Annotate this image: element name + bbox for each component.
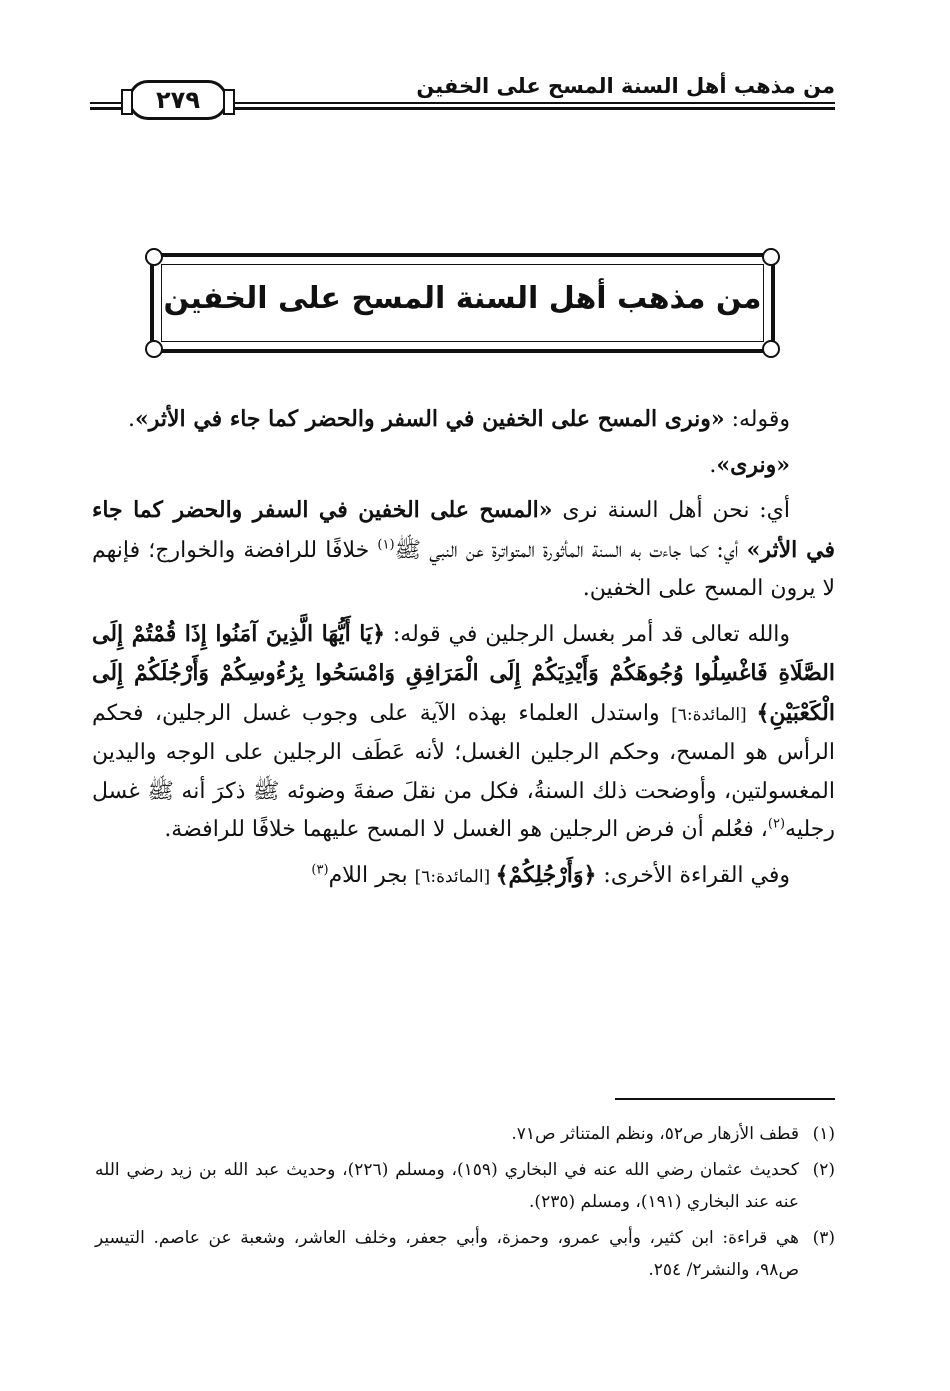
quran-verse: ﴿وَأَرْجُلِكُمْ﴾ [495, 861, 597, 888]
text-run: بجر اللام [328, 862, 415, 888]
paragraph [92, 491, 835, 609]
chapter-title-frame [150, 253, 775, 353]
frame-corner-ornament [762, 340, 780, 358]
text-run: والله تعالى قد أمر بغسل الرجلين في قوله: [385, 621, 791, 647]
matn-quote: «ونرى» [716, 451, 790, 478]
footnote [95, 1118, 835, 1150]
text-run: وقوله: [724, 407, 790, 432]
paragraph [92, 400, 835, 440]
paragraph [92, 615, 835, 850]
frame-corner-ornament [145, 340, 163, 358]
footnote-separator [615, 1098, 835, 1100]
chapter-title: من مذهب أهل السنة المسح على الخفين [163, 281, 762, 316]
text-run: . [709, 452, 717, 478]
text-run: خلافًا للرافضة والخوارج؛ فإنهم لا يرون المسح على الخفين. [92, 537, 835, 601]
footnote-marker[interactable]: (٣) [311, 862, 329, 878]
header-rule [235, 102, 835, 104]
verse-reference: [المائدة:٦] [671, 704, 757, 725]
running-header [90, 70, 835, 122]
text-run: وفي القراءة الأخرى: [596, 862, 790, 888]
matn-quote: «المسح على الخفين في السفر والحضر كما جاء في الأثر» [92, 497, 835, 563]
footnote [95, 1222, 835, 1286]
footnote-text: كحديث عثمان رضي الله عنه في البخاري (١٥٩)، ومسلم (٢٢٦)، وحديث عبد الله بن زيد رضي الله عنه عند البخاري (١٩١)، ومسلم (٢٣٥). [95, 1160, 799, 1212]
text-run: أي: كما جاءت به السنة المأثورة المتواترة عن النبي ﷺ [394, 537, 747, 563]
footnote-marker[interactable]: (٢) [767, 816, 786, 832]
quran-verse: ﴿يَا أَيُّهَا الَّذِينَ آمَنُوا إِذَا قُمْتُمْ إِلَى الصَّلَاةِ فَاغْسِلُوا وُجُوهَكُمْ وَأَيْدِيَكُمْ إِلَى الْمَرَافِقِ وَامْسَحُوا بِرُءُوسِكُمْ وَأَرْجُلَكُمْ إِلَى الْكَعْبَيْنِ﴾ [92, 620, 835, 726]
text-run: أي: نحن أهل السنة نرى [552, 498, 791, 523]
footnote-text: هي قراءة: ابن كثير، وأبي عمرو، وحمزة، وأبي جعفر، وخلف العاشر، وشعبة عن عاصم. التيسير ص٩٨، والنشر٢/ ٢٥٤. [95, 1228, 799, 1280]
footnote-number: (٣) [812, 1228, 835, 1248]
text-run: . [128, 407, 135, 432]
paragraph [92, 446, 835, 486]
running-title: من مذهب أهل السنة المسح على الخفين [416, 74, 835, 98]
text-run: واستدل العلماء بهذه الآية على وجوب غسل الرجلين، فحكم الرأس هو المسح، وحكم الرجلين الغسل؛ لأنه عَطَف الرجلين على الوجه واليدين المغسولتين، وأوضحت ذلك السنةُ، فكل من نقلَ صفةَ وضوئه ﷺ ذكرَ أنه ﷺ غسل رجليه [92, 700, 835, 842]
text-run: ، فعُلم أن فرض الرجلين هو الغسل لا المسح عليهما خلافًا للرافضة. [164, 817, 768, 842]
page-number: ٢٧٩ [156, 86, 200, 114]
matn-quote: «ونرى المسح على الخفين في السفر والحضر كما جاء في الأثر» [135, 406, 725, 432]
frame-corner-ornament [762, 248, 780, 266]
page-number-badge [128, 80, 228, 120]
frame-corner-ornament [145, 248, 163, 266]
footnote-number: (٢) [812, 1160, 835, 1180]
footnote-marker[interactable]: (١) [377, 537, 395, 553]
body-text [92, 400, 835, 902]
footnote [95, 1154, 835, 1218]
footnote-number: (١) [812, 1124, 835, 1144]
footnotes [95, 1118, 835, 1290]
verse-reference: [المائدة:٦] [414, 866, 496, 887]
footnote-text: قطف الأزهار ص٥٢، ونظم المتناثر ص٧١. [511, 1124, 799, 1144]
paragraph [92, 856, 835, 897]
header-rule [235, 107, 835, 110]
